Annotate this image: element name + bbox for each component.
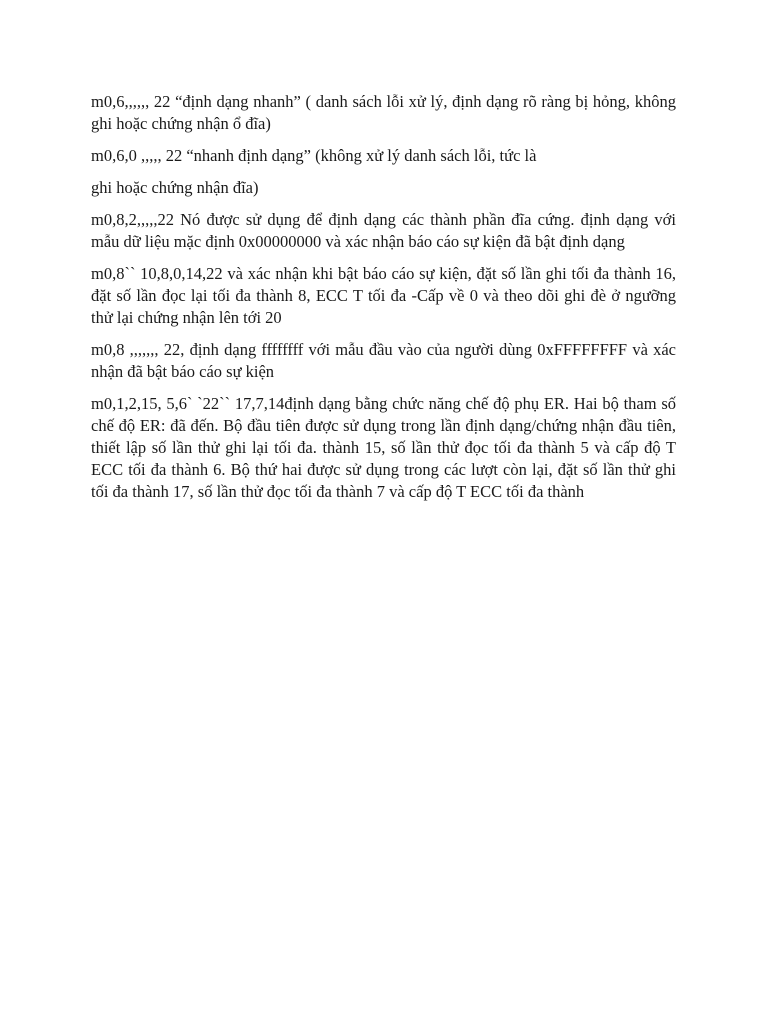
paragraph-1: m0,6,,,,,, 22 “định dạng nhanh” ( danh sách lỗi xử lý, định dạng rõ ràng bị hỏng, không ghi hoặc chứng nhận ổ đĩa) xyxy=(91,92,676,133)
paragraph-7: m0,1,2,15, 5,6` `22`` 17,7,14định dạng bằng chức năng chế độ phụ ER. Hai bộ tham số chế độ ER: đã đến. Bộ đầu tiên được sử dụng trong lần định dạng/chứng nhận đầu tiên, thiết lập số lần thử ghi lại tối đa. thành 15, số lần thử đọc tối đa thành 5 và cấp độ T ECC tối đa thành 6. Bộ thứ hai được sử dụng trong các lượt còn lại, đặt số lần thử ghi tối đa thành 17, số lần thử đọc tối đa thành 7 và cấp độ T ECC tối đa thành xyxy=(91,394,676,501)
paragraph-5: m0,8`` 10,8,0,14,22 và xác nhận khi bật báo cáo sự kiện, đặt số lần ghi tối đa thành 16, đặt số lần đọc lại tối đa thành 8, ECC T tối đa -Cấp về 0 và theo dõi ghi đè ở ngưỡng thử lại chứng nhận lên tới 20 xyxy=(91,264,676,327)
paragraph-2: m0,6,0 ,,,,, 22 “nhanh định dạng” (không xử lý danh sách lỗi, tức là xyxy=(91,146,537,165)
paragraph-4: m0,8,2,,,,,22 Nó được sử dụng để định dạng các thành phần đĩa cứng. định dạng với mẫu dữ liệu mặc định 0x00000000 và xác nhận báo cáo sự kiện đã bật định dạng xyxy=(91,210,676,251)
paragraph-3: ghi hoặc chứng nhận đĩa) xyxy=(91,178,259,197)
document-body xyxy=(91,91,676,513)
paragraph-6: m0,8 ,,,,,,, 22, định dạng ffffffff với mẫu đầu vào của người dùng 0xFFFFFFFF và xác nhận đã bật báo cáo sự kiện xyxy=(91,340,676,381)
